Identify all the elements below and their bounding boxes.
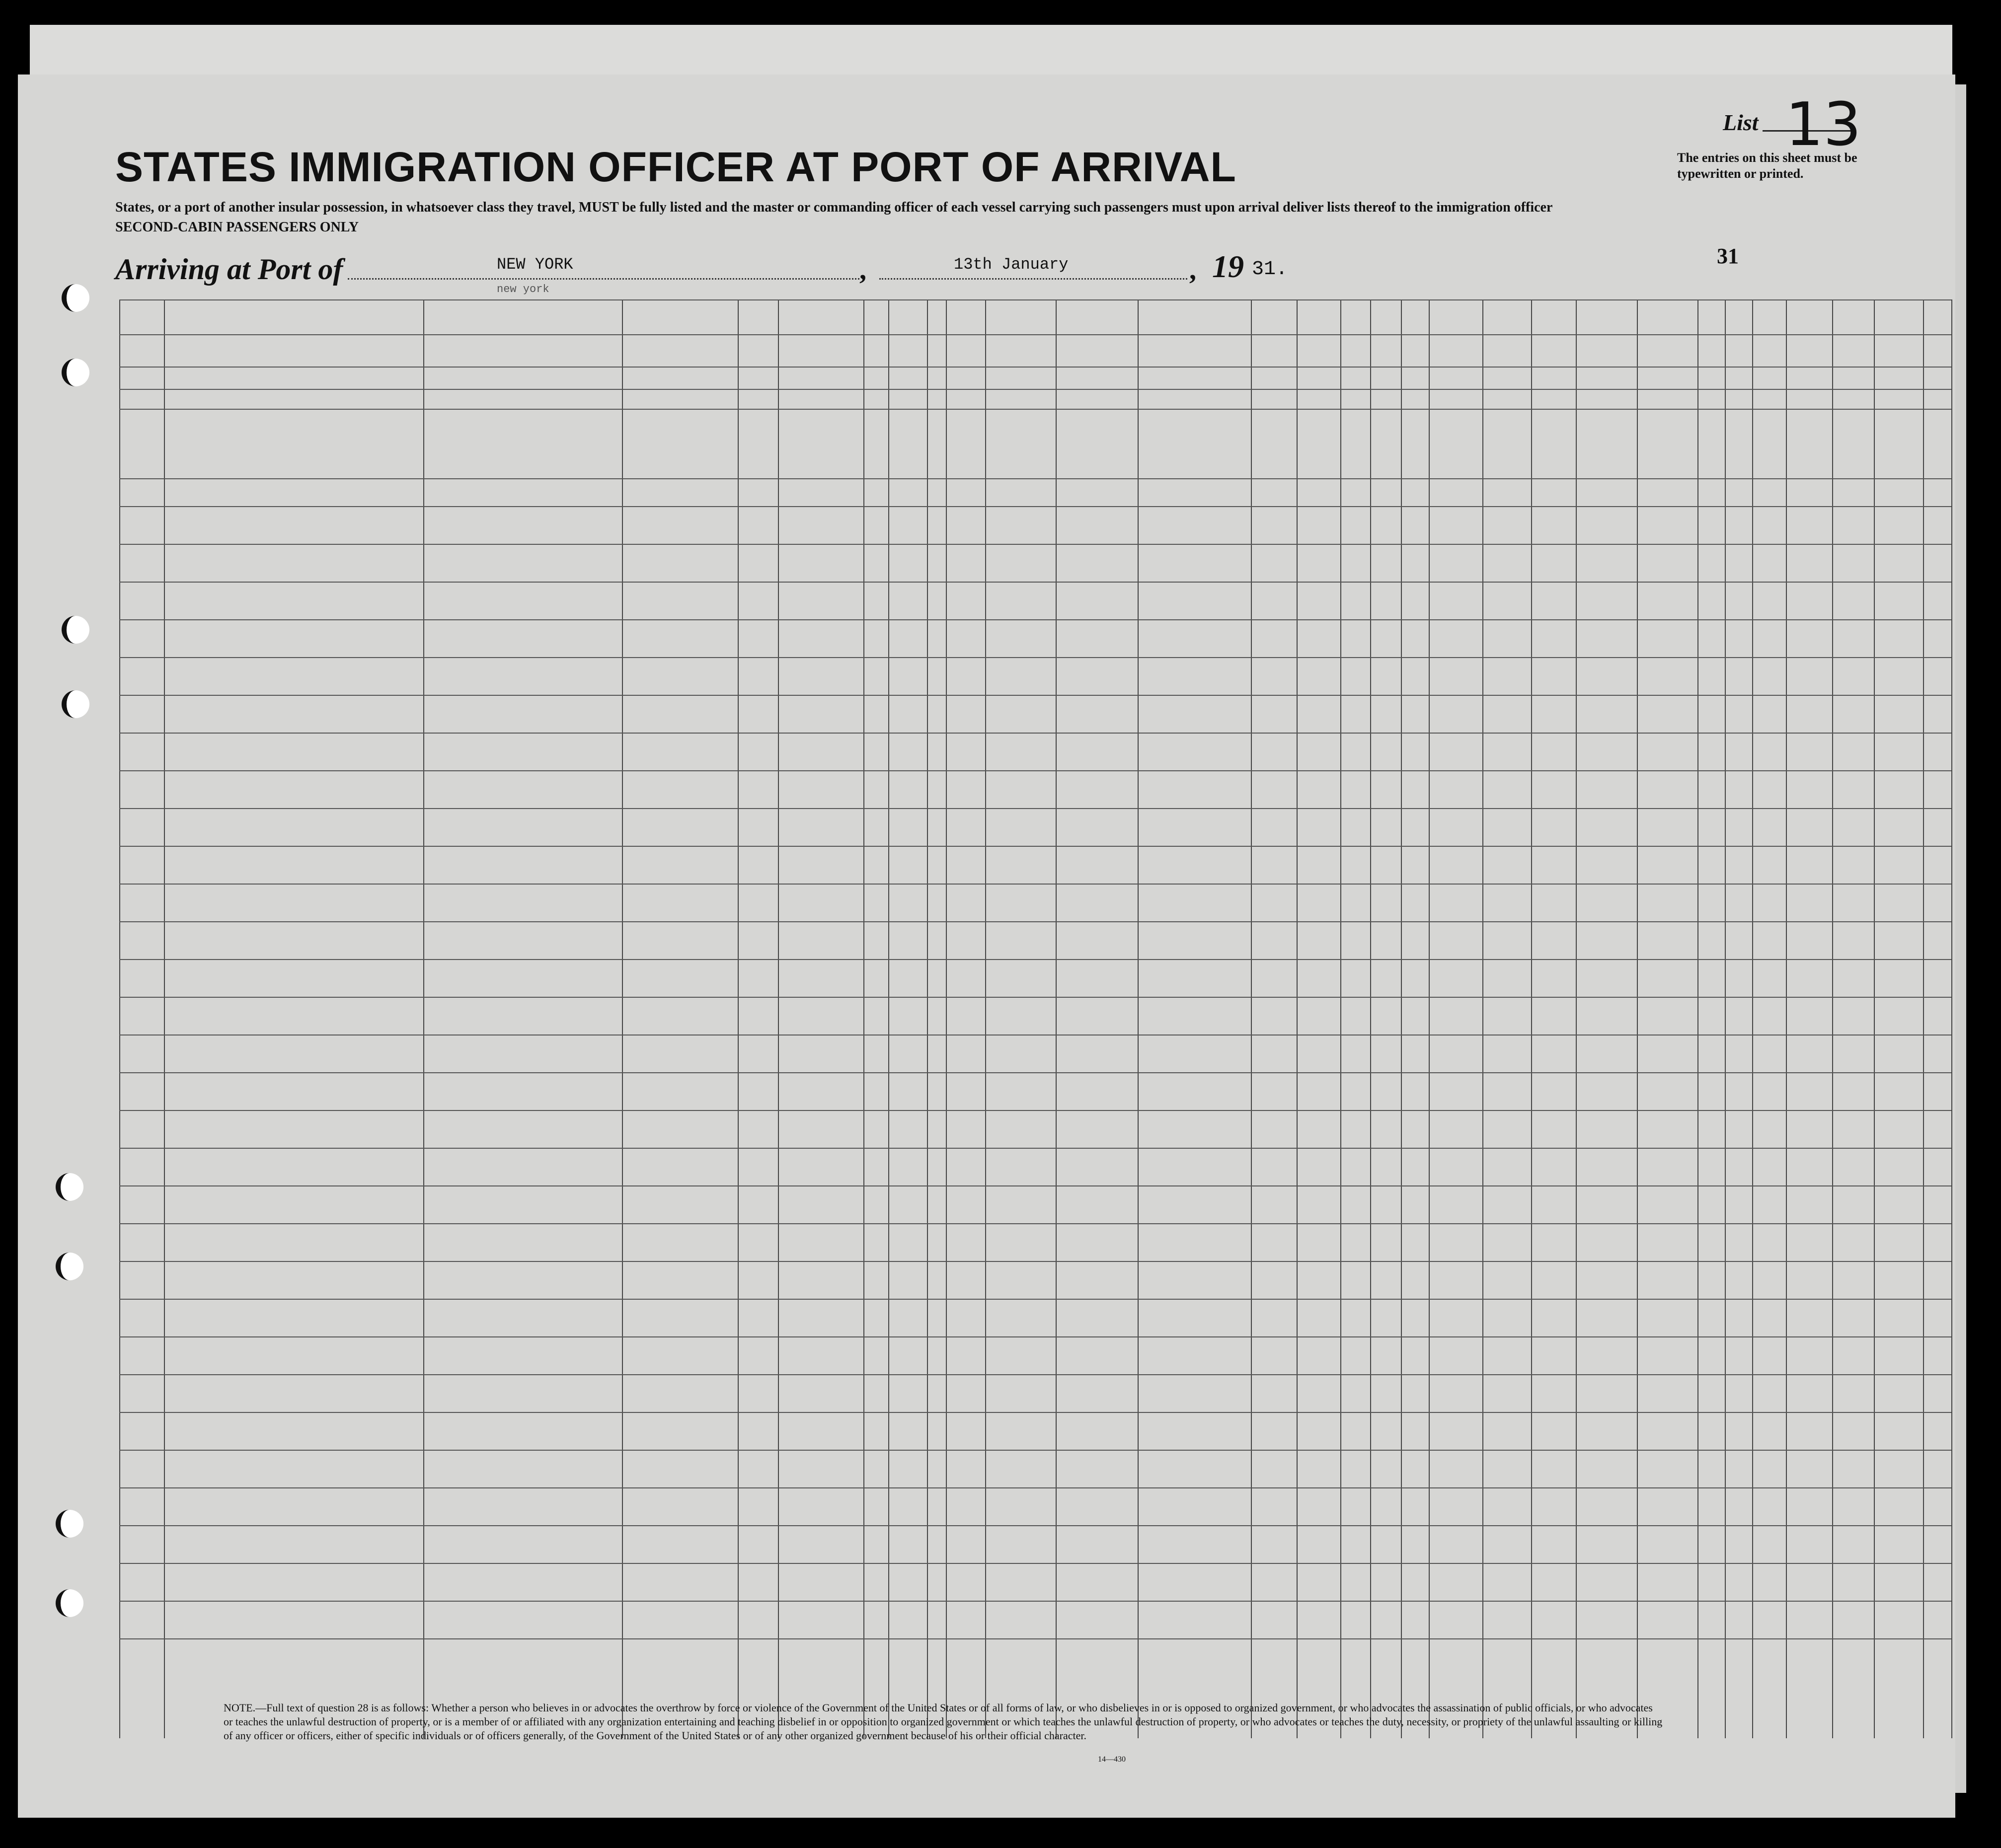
row-rule (119, 846, 1951, 847)
cabin-class: SECOND-CABIN PASSENGERS ONLY (115, 220, 359, 235)
column-divider (1297, 299, 1298, 1738)
row-rule (119, 1110, 1951, 1111)
column-divider (1370, 299, 1371, 1738)
sheet-edge (1955, 84, 1966, 1793)
row-rule (119, 921, 1951, 922)
column-divider (622, 299, 623, 1738)
row-rule (119, 733, 1951, 734)
header-rule (119, 506, 1951, 507)
column-divider (1429, 299, 1430, 1738)
list-label: List (1723, 110, 1759, 135)
arriving-label: Arriving at Port of (115, 253, 343, 286)
row-rule (119, 1185, 1951, 1186)
row-rule (119, 1601, 1951, 1602)
column-divider (119, 299, 120, 1738)
form-instruction: States, or a port of another insular possession, in whatsoever class they travel, MUST be fully listed and the master or commanding officer of each vessel carrying such passengers must upon arrival deliver lists thereof to the immigration officer (115, 200, 1553, 215)
row-rule (119, 1412, 1951, 1413)
port-line (348, 278, 859, 280)
binder-hole (62, 359, 89, 386)
column-divider (888, 299, 889, 1738)
column-divider (778, 299, 779, 1738)
binder-hole (56, 1253, 83, 1280)
footnote-q28: NOTE.—Full text of question 28 is as follows: Whether a person who believes in or advocates the overthrow by force or violence of the Government of the United States or of all forms of law, or who disbelieves in or is opposed to organized government, or who advocates the assassination of public officials, or who advocates or teaches the unlawful destruction of property, or is a member of or affiliated with any organization entertaining and teaching disbelief in or opposition to organized government or which teaches the unlawful destruction of property, or who advocates or teaches the duty, necessity, or propriety of the unlawful assaulting or killing of any officer or officers, either of specific individuals or of officers generally, of the Government of the United States or of any other organized government because of his or their official character. (224, 1701, 1663, 1742)
form-title: STATES IMMIGRATION OFFICER AT PORT OF ARRIVAL (115, 144, 1236, 190)
column-divider (738, 299, 739, 1738)
row-rule (119, 657, 1951, 658)
year-prefix: 19 (1212, 249, 1244, 284)
column-divider (1576, 299, 1577, 1738)
row-rule (119, 997, 1951, 998)
binder-hole (56, 1173, 83, 1201)
row-rule (119, 1261, 1951, 1262)
binder-hole (56, 1510, 83, 1538)
row-rule (119, 1487, 1951, 1488)
column-divider (985, 299, 986, 1738)
column-divider (1340, 299, 1341, 1738)
list-number: 13 (1785, 90, 1861, 159)
header-rule (119, 478, 1951, 479)
column-divider (1874, 299, 1875, 1738)
row-rule (119, 1563, 1951, 1564)
comma: , (859, 255, 866, 286)
port-value: NEW YORK (497, 255, 573, 274)
header-rule (119, 299, 1951, 300)
row-rule (119, 808, 1951, 809)
typewritten-note: The entries on this sheet must be typewritten or printed. (1677, 150, 1857, 181)
row-rule (119, 582, 1951, 583)
form-number: 14—430 (1098, 1755, 1126, 1764)
row-rule (119, 770, 1951, 771)
arrival-date: 13th January (954, 255, 1069, 274)
column-divider (1923, 299, 1924, 1738)
manifest-table (119, 299, 1951, 1738)
previous-sheet-edge (30, 25, 1952, 74)
row-rule (119, 619, 1951, 620)
column-divider (1725, 299, 1726, 1738)
column-divider (946, 299, 947, 1738)
row-rule (119, 1072, 1951, 1073)
row-rule (119, 884, 1951, 885)
row-rule (119, 1374, 1951, 1375)
column-divider (927, 299, 928, 1738)
column-divider (423, 299, 424, 1738)
column-divider (1752, 299, 1753, 1738)
row-rule (119, 959, 1951, 960)
row-rule (119, 1148, 1951, 1149)
column-divider (1251, 299, 1252, 1738)
row-rule (119, 1223, 1951, 1224)
row-rule (119, 1525, 1951, 1526)
header-rule (119, 389, 1951, 390)
column-divider (164, 299, 165, 1738)
binder-hole (56, 1589, 83, 1617)
row-rule (119, 1299, 1951, 1300)
binder-hole (62, 690, 89, 718)
column-divider (863, 299, 864, 1738)
date-line (879, 278, 1187, 280)
year-suffix: 31. (1252, 258, 1288, 281)
column-divider (1637, 299, 1638, 1738)
row-rule (119, 544, 1951, 545)
header-rule (119, 367, 1951, 368)
column-divider (1401, 299, 1402, 1738)
header-rule (119, 334, 1951, 335)
binder-hole (62, 284, 89, 312)
row-rule (119, 695, 1951, 696)
row-rule (119, 1450, 1951, 1451)
header-rule (119, 409, 1951, 410)
column-divider (1832, 299, 1833, 1738)
column-divider (1138, 299, 1139, 1738)
row-rule (119, 1336, 1951, 1337)
sheet-number: 31 (1717, 244, 1739, 268)
column-divider (1531, 299, 1532, 1738)
column-divider (1951, 299, 1952, 1738)
column-divider (1697, 299, 1698, 1738)
column-divider (1056, 299, 1057, 1738)
column-divider (1482, 299, 1483, 1738)
column-divider (1786, 299, 1787, 1738)
comma: , (1189, 255, 1196, 286)
port-stamp: new york (497, 283, 549, 296)
row-rule (119, 1638, 1951, 1639)
binder-hole (62, 616, 89, 644)
